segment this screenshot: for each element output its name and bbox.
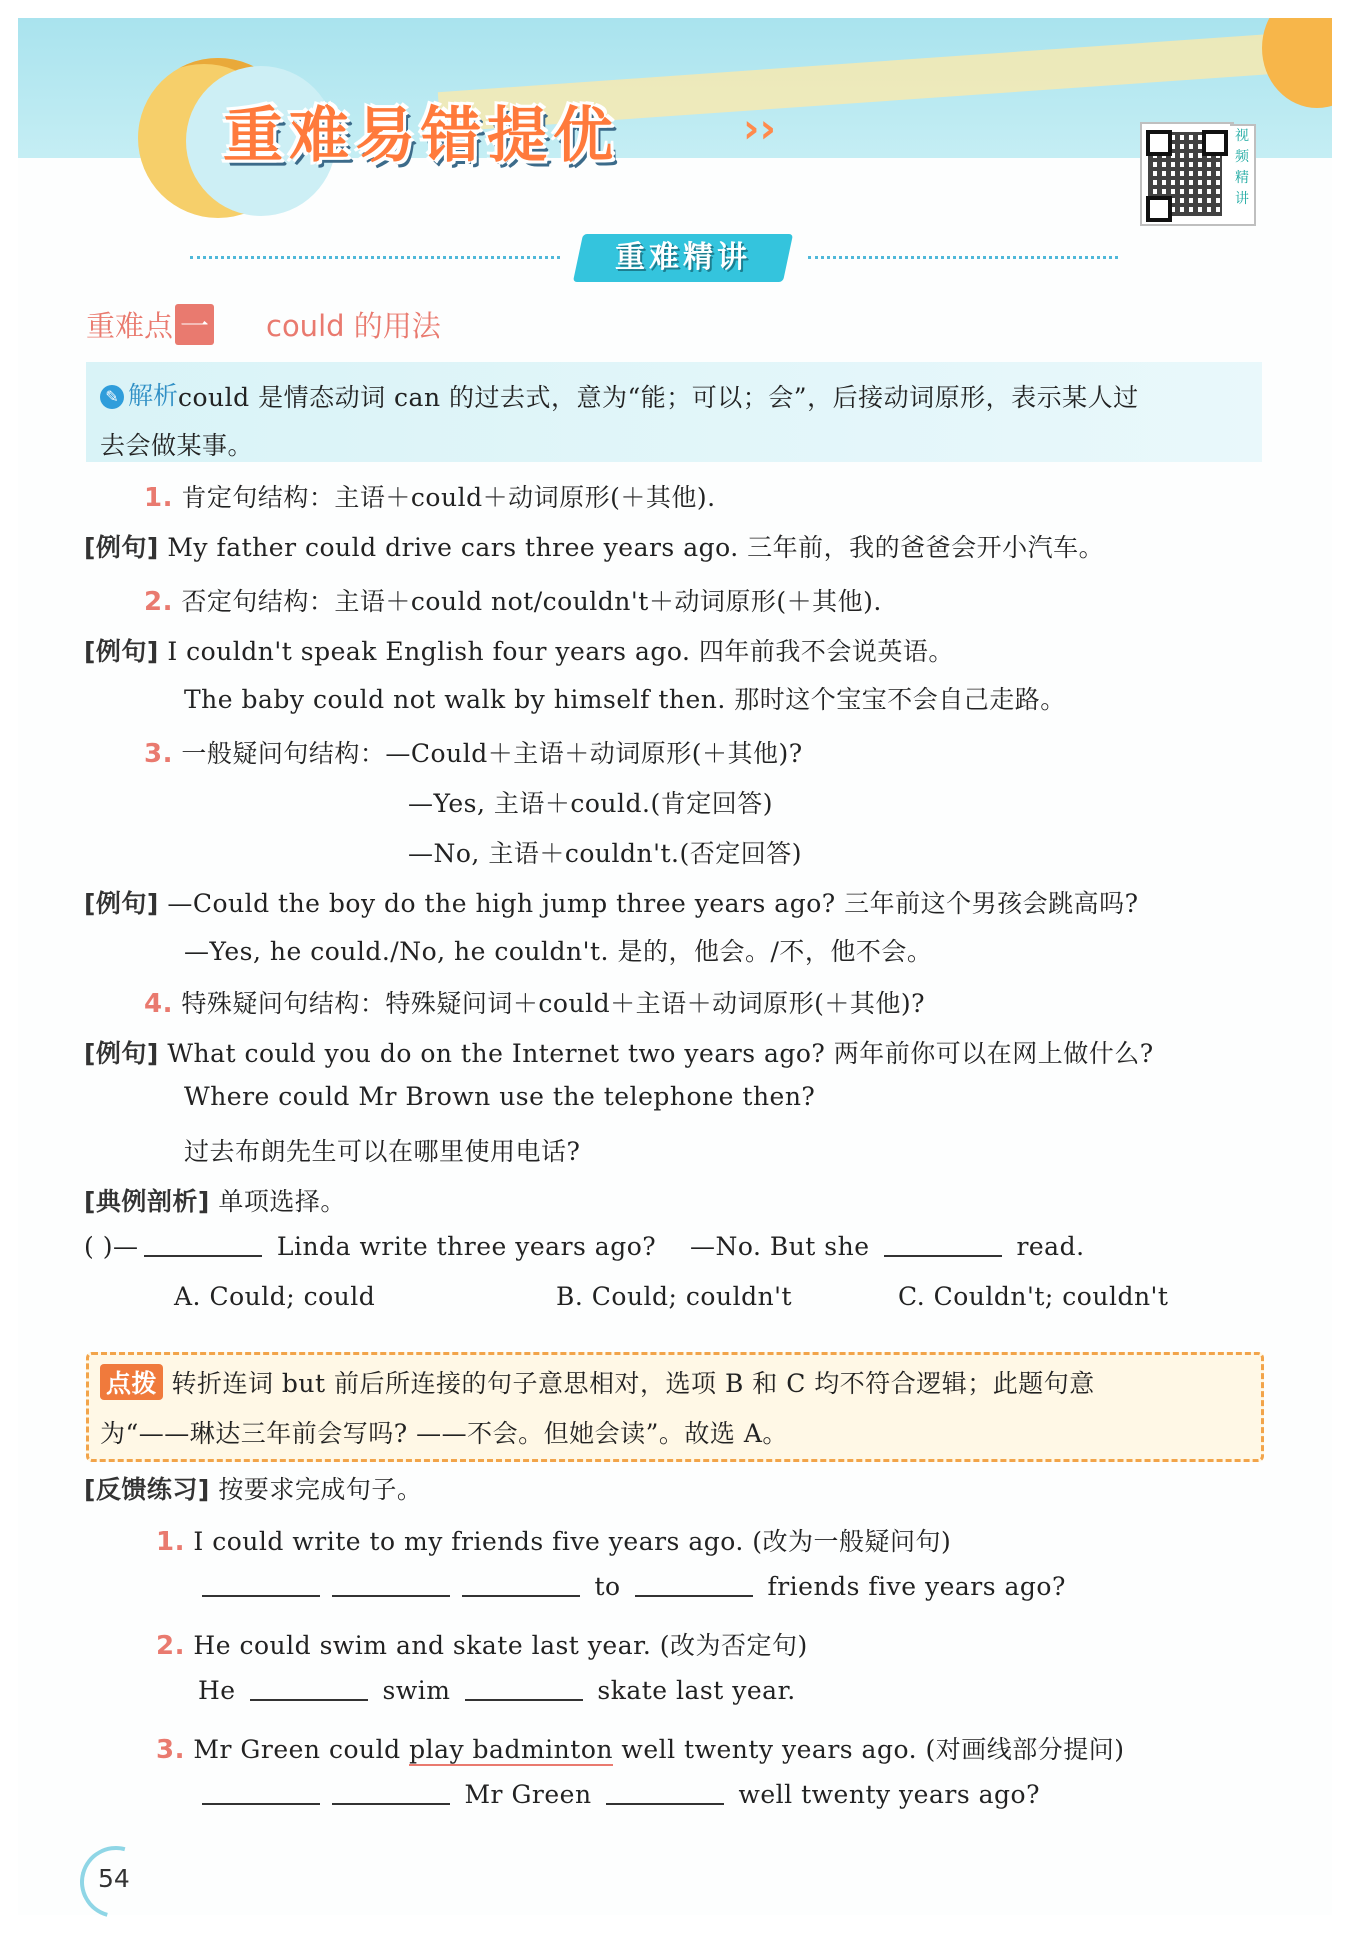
tip-line-2: 为“——琳达三年前会写吗? ——不会。但她会读”。故选 A。 (100, 1419, 788, 1448)
practice-q3: 3. Mr Green could play badminton well twenty years ago. (对画线部分提问) (156, 1735, 1125, 1765)
practice-q1-answer: to friends five years ago? (196, 1572, 1066, 1601)
rule-3: 3. 一般疑问句结构：—Could＋主语＋动词原形(＋其他)? (144, 739, 803, 769)
banner-orange-shape (1262, 18, 1332, 108)
key-point-topic: could 的用法 (266, 309, 441, 343)
answer-blank[interactable] (202, 1781, 320, 1805)
example-3b: —Yes, he could./No, he couldn't. 是的，他会。/不，他不会。 (184, 937, 933, 966)
qr-label-char: 精 (1235, 170, 1249, 186)
example-3a: [例句] —Could the boy do the high jump three years ago? 三年前这个男孩会跳高吗? (84, 889, 1139, 918)
rule-3-yes: —Yes, 主语＋could.(肯定回答) (408, 789, 773, 818)
analysis-label: ✎ 解析 (100, 376, 178, 412)
key-point-label: 重难点 一 (86, 304, 214, 345)
practice-heading: [反馈练习] 按要求完成句子。 (84, 1475, 423, 1504)
answer-blank[interactable] (462, 1573, 580, 1597)
answer-blank[interactable] (250, 1677, 368, 1701)
video-lecture-label[interactable] (1230, 124, 1256, 226)
practice-q2: 2. He could swim and skate last year. (改为否定句) (156, 1631, 808, 1661)
answer-blank[interactable] (332, 1781, 450, 1805)
typical-question: ( )— Linda write three years ago? —No. But she read. (84, 1232, 1085, 1261)
qr-label-char: 视 (1235, 128, 1249, 144)
section-divider-left (190, 256, 560, 259)
tip-badge: 点拨 (100, 1364, 163, 1400)
example-4a: [例句] What could you do on the Internet two years ago? 两年前你可以在网上做什么? (84, 1039, 1154, 1068)
qr-code-icon[interactable] (1140, 122, 1234, 226)
key-point-number: 一 (175, 304, 214, 345)
qr-finder (1146, 196, 1172, 222)
qr-label-char: 讲 (1235, 191, 1249, 207)
chevron-arrows-icon: ›› (743, 106, 776, 152)
answer-blank[interactable] (332, 1573, 450, 1597)
section-title: 重难精讲 (615, 240, 751, 275)
option-b[interactable]: B. Could; couldn't (556, 1282, 793, 1311)
practice-q1: 1. I could write to my friends five years ago. (改为一般疑问句) (156, 1527, 952, 1557)
section-badge (573, 234, 793, 282)
answer-blank[interactable] (465, 1677, 583, 1701)
tip-line-1: 点拨 转折连词 but 前后所连接的句子意思相对，选项 B 和 C 均不符合逻辑；此题句意 (100, 1364, 1095, 1400)
analysis-line-2: 去会做某事。 (100, 431, 254, 460)
option-a[interactable]: A. Could; could (174, 1282, 376, 1311)
example-1: [例句] My father could drive cars three years ago. 三年前，我的爸爸会开小汽车。 (84, 533, 1105, 562)
key-icon: ✎ (100, 385, 124, 409)
rule-1: 1. 肯定句结构：主语＋could＋动词原形(＋其他). (144, 483, 716, 513)
rule-2: 2. 否定句结构：主语＋could not/couldn't＋动词原形(＋其他). (144, 587, 882, 617)
underlined-phrase: play badminton (409, 1735, 613, 1764)
example-2b: The baby could not walk by himself then. 那时这个宝宝不会自己走路。 (184, 685, 1066, 714)
qr-label-char: 频 (1235, 149, 1249, 165)
example-4b: Where could Mr Brown use the telephone then? (184, 1082, 816, 1111)
practice-q3-answer: Mr Green well twenty years ago? (196, 1780, 1040, 1809)
qr-finder (1202, 130, 1228, 156)
rule-3-no: —No, 主语＋couldn't.(否定回答) (408, 839, 802, 868)
analysis-line-1: could 是情态动词 can 的过去式，意为“能；可以；会”，后接动词原形，表示某人过 (178, 383, 1139, 412)
answer-blank[interactable] (202, 1573, 320, 1597)
answer-blank[interactable] (606, 1781, 724, 1805)
example-2a: [例句] I couldn't speak English four years ago. 四年前我不会说英语。 (84, 637, 954, 666)
header-title: 重难易错提优 (223, 101, 619, 171)
rule-4: 4. 特殊疑问句结构：特殊疑问词＋could＋主语＋动词原形(＋其他)? (144, 989, 925, 1019)
typical-example-heading: [典例剖析] 单项选择。 (84, 1187, 346, 1216)
option-c[interactable]: C. Couldn't; couldn't (898, 1282, 1169, 1311)
section-divider-right (808, 256, 1118, 259)
qr-finder (1146, 130, 1172, 156)
practice-q2-answer: He swim skate last year. (198, 1676, 796, 1705)
answer-blank[interactable] (144, 1233, 262, 1257)
example-4c: 过去布朗先生可以在哪里使用电话? (184, 1137, 581, 1166)
page-number: 54 (98, 1864, 130, 1893)
textbook-page (18, 18, 1332, 1915)
answer-blank[interactable] (884, 1233, 1002, 1257)
answer-blank[interactable] (635, 1573, 753, 1597)
